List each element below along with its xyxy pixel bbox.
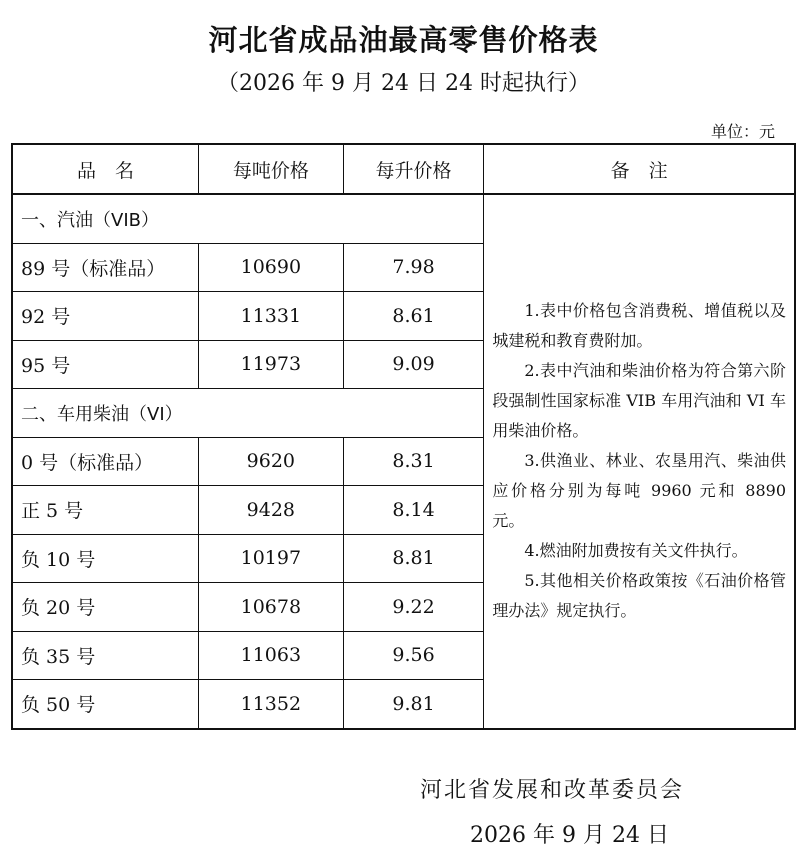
column-header-notes: 备 注 <box>484 144 795 194</box>
price-per-liter: 9.81 <box>343 680 484 729</box>
column-header-per-liter: 每升价格 <box>343 144 484 194</box>
notes-cell <box>484 194 795 729</box>
price-per-liter: 8.61 <box>343 292 484 341</box>
table-header-row <box>12 144 795 194</box>
price-per-ton: 11973 <box>199 340 344 389</box>
section-row-gasoline <box>12 194 795 243</box>
product-name: 负 10 号 <box>12 534 199 583</box>
price-per-ton: 9428 <box>199 486 344 535</box>
price-table <box>11 143 796 730</box>
note-item: 1.表中价格包含消费税、增值税以及城建税和教育费附加。 <box>492 301 786 351</box>
section-title: 一、汽油（VIB） <box>12 194 484 243</box>
price-per-ton: 11331 <box>199 292 344 341</box>
price-per-ton: 10690 <box>199 243 344 292</box>
price-per-liter: 9.56 <box>343 631 484 680</box>
note-item: 4.燃油附加费按有关文件执行。 <box>524 541 748 561</box>
price-per-liter: 8.31 <box>343 437 484 486</box>
product-name: 负 35 号 <box>12 631 199 680</box>
note-item: 5.其他相关价格政策按《石油价格管理办法》规定执行。 <box>492 571 786 621</box>
price-per-ton: 10197 <box>199 534 344 583</box>
price-per-ton: 11063 <box>199 631 344 680</box>
product-name: 92 号 <box>12 292 199 341</box>
unit-label: 单位：元 <box>710 122 775 141</box>
price-per-ton: 9620 <box>199 437 344 486</box>
price-per-liter: 7.98 <box>343 243 484 292</box>
product-name: 负 50 号 <box>12 680 199 729</box>
price-per-ton: 11352 <box>199 680 344 729</box>
price-per-liter: 8.14 <box>343 486 484 535</box>
product-name: 负 20 号 <box>12 583 199 632</box>
section-title: 二、车用柴油（VI） <box>12 389 484 438</box>
column-header-name: 品 名 <box>12 144 199 194</box>
effective-time: （2026 年 9 月 24 日 24 时起执行） <box>217 71 590 96</box>
product-name: 正 5 号 <box>12 486 199 535</box>
price-per-liter: 8.81 <box>343 534 484 583</box>
issue-date: 2026 年 9 月 24 日 <box>470 823 669 848</box>
product-name: 0 号（标准品） <box>12 437 199 486</box>
note-item: 3.供渔业、林业、农垦用汽、柴油供应价格分别为每吨 9960 元和 8890 元。 <box>492 451 786 531</box>
product-name: 89 号（标准品） <box>12 243 199 292</box>
price-per-ton: 10678 <box>199 583 344 632</box>
column-header-per-ton: 每吨价格 <box>199 144 344 194</box>
product-name: 95 号 <box>12 340 199 389</box>
price-per-liter: 9.09 <box>343 340 484 389</box>
issuing-organization: 河北省发展和改革委员会 <box>420 778 685 803</box>
page-title: 河北省成品油最高零售价格表 <box>208 23 599 57</box>
note-item: 2.表中汽油和柴油价格为符合第六阶段强制性国家标准 VIB 车用汽油和 VI 车用柴油价格。 <box>492 361 786 441</box>
price-per-liter: 9.22 <box>343 583 484 632</box>
